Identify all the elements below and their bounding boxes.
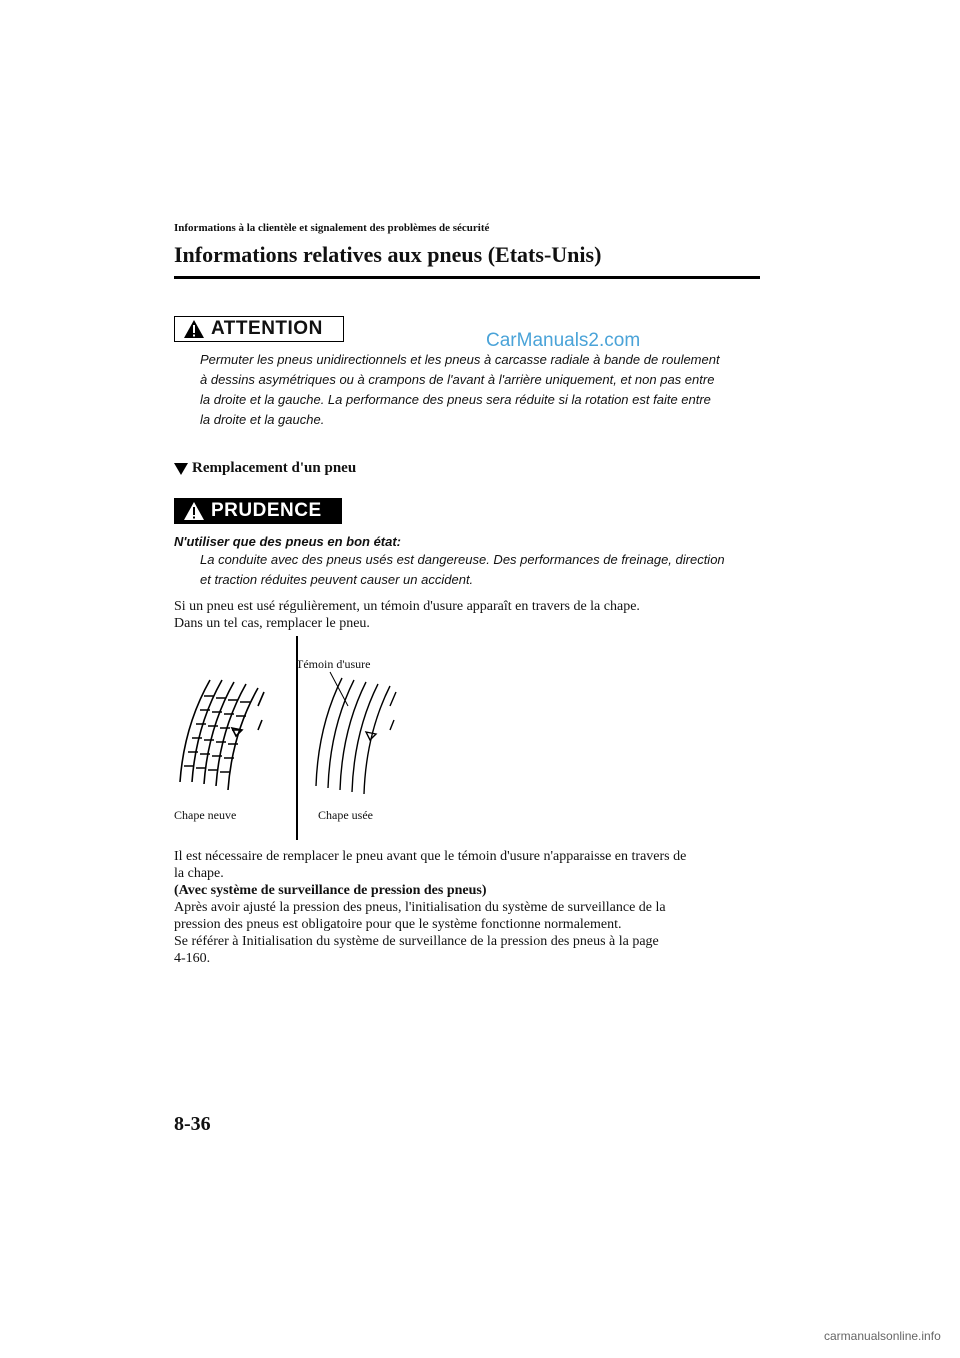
- attention-badge: [174, 316, 344, 342]
- page-number: 8-36: [174, 1113, 211, 1135]
- body-paragraph-1: [174, 598, 774, 632]
- new-tread-label: Chape neuve: [174, 808, 237, 822]
- section-small-title: Informations à la clientèle et signalement des problèmes de sécurité: [174, 222, 490, 234]
- attention-line: la droite et la gauche. La performance des pneus sera réduite si la rotation est faite entre: [200, 392, 711, 407]
- caution-badge: [174, 498, 342, 524]
- body-line: Dans un tel cas, remplacer le pneu.: [174, 616, 370, 631]
- new-tread-drawing: [180, 680, 264, 790]
- tire-wear-figure: [170, 636, 410, 842]
- caution-heading: N'utiliser que des pneus en bon état:: [174, 534, 402, 549]
- warning-icon: [183, 501, 205, 521]
- worn-tread-label: Chape usée: [318, 808, 373, 822]
- body-line: 4-160.: [174, 951, 211, 966]
- wear-indicator-label: Témoin d'usure: [296, 657, 371, 671]
- body-line: pression des pneus est obligatoire pour que le système fonctionne normalement.: [174, 917, 622, 932]
- caution-line: La conduite avec des pneus usés est dangereuse. Des performances de freinage, direction: [200, 552, 725, 567]
- body-paragraph-2: [174, 848, 764, 967]
- caution-text: [200, 550, 760, 590]
- body-line: Il est nécessaire de remplacer le pneu avant que le témoin d'usure n'apparaisse en travers de: [174, 849, 687, 864]
- warning-icon: [183, 319, 205, 339]
- body-line: la chape.: [174, 866, 224, 881]
- worn-tread-drawing: [316, 672, 396, 794]
- attention-line: à dessins asymétriques ou à crampons de l'avant à l'arrière uniquement, et non pas entre: [200, 372, 715, 387]
- subsection-title: Remplacement d'un pneu: [192, 460, 357, 476]
- page-title: Informations relatives aux pneus (Etats-Unis): [174, 242, 602, 267]
- subsection-heading: [174, 460, 356, 477]
- body-line: Se référer à Initialisation du système de surveillance de la pression des pneus à la page: [174, 934, 659, 949]
- caution-line: et traction réduites peuvent causer un accident.: [200, 572, 474, 587]
- title-rule: [174, 276, 760, 279]
- attention-text: [200, 350, 760, 430]
- attention-line: Permuter les pneus unidirectionnels et les pneus à carcasse radiale à bande de roulement: [200, 352, 720, 367]
- triangle-down-icon: [174, 463, 188, 475]
- bottom-watermark-link[interactable]: carmanualsonline.info: [824, 1329, 941, 1343]
- attention-label: ATTENTION: [211, 318, 323, 339]
- body-bold-line: (Avec système de surveillance de pression des pneus): [174, 883, 487, 898]
- watermark-link[interactable]: CarManuals2.com: [486, 330, 641, 351]
- caution-label: PRUDENCE: [211, 500, 322, 521]
- body-line: Après avoir ajusté la pression des pneus, l'initialisation du système de surveillance de la: [174, 900, 666, 915]
- attention-line: la droite et la gauche.: [200, 412, 325, 427]
- body-line: Si un pneu est usé régulièrement, un témoin d'usure apparaît en travers de la chape.: [174, 599, 640, 614]
